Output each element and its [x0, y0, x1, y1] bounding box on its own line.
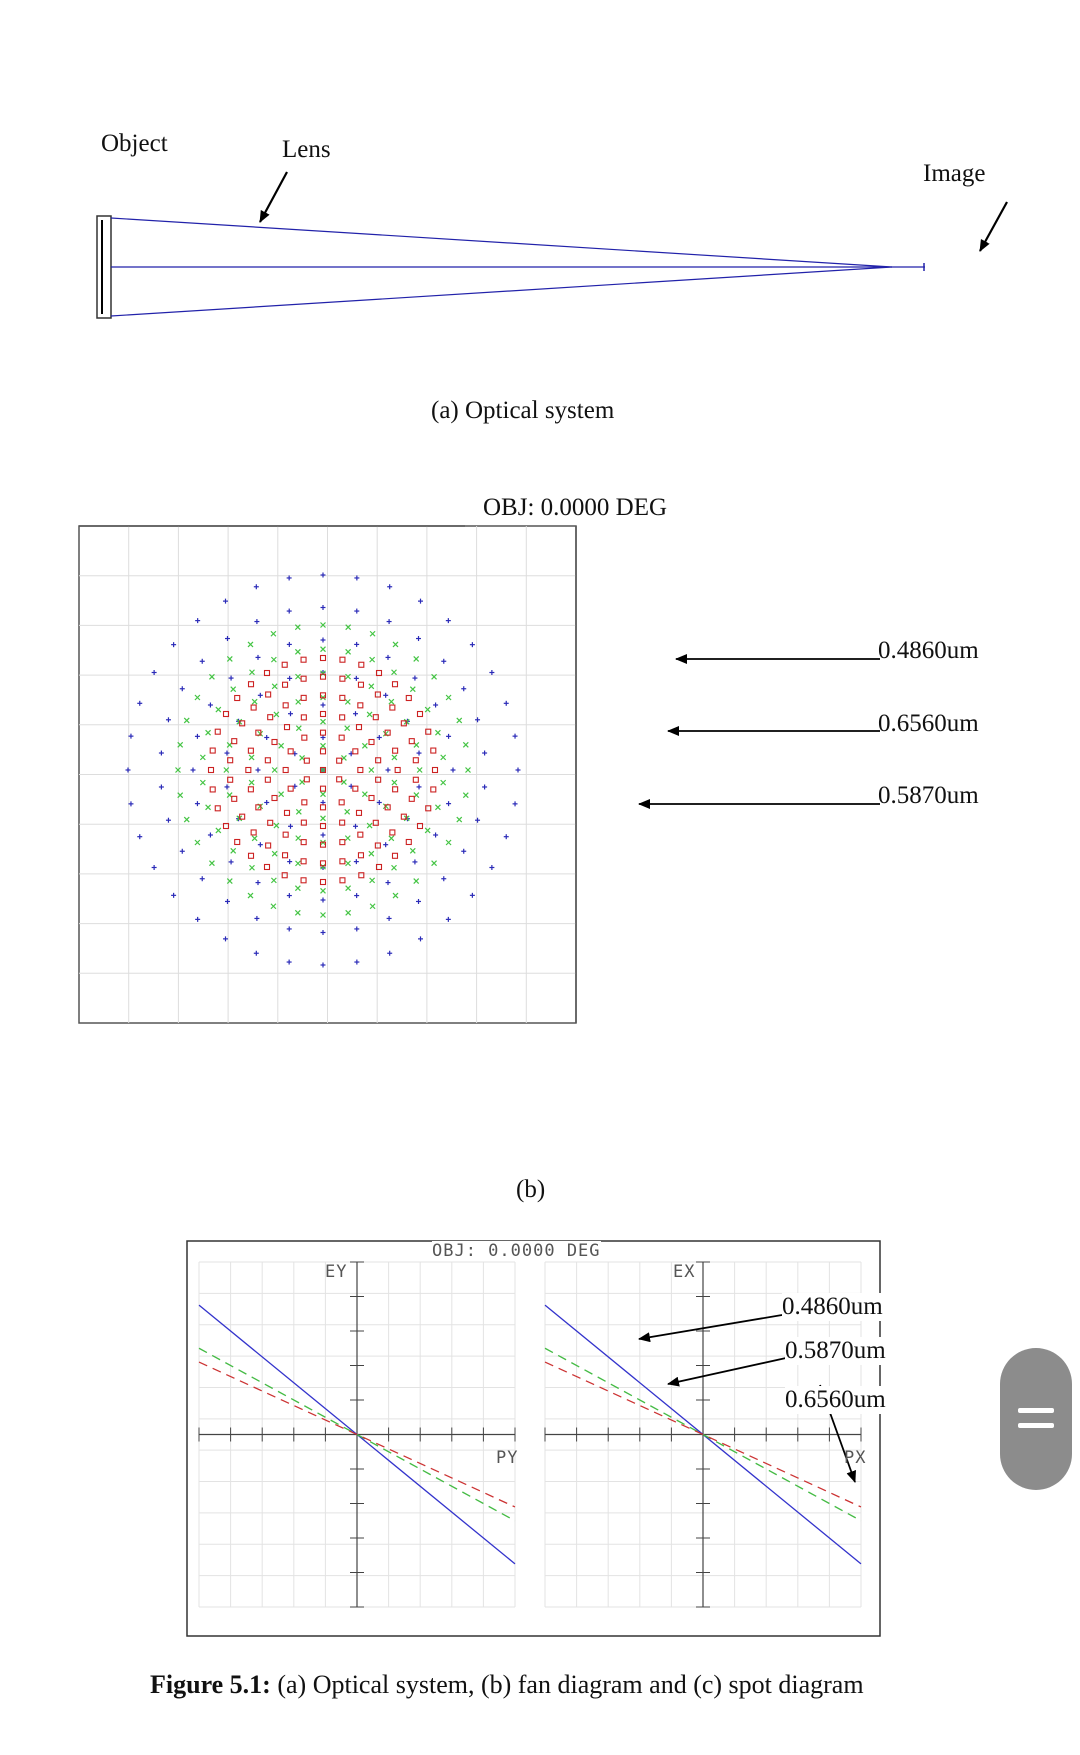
optical-layout [97, 172, 1007, 318]
object-label: Object [101, 130, 168, 157]
lens-label: Lens [282, 136, 331, 163]
fan-ylabel-ex: EX [673, 1262, 696, 1282]
figure-caption [150, 1670, 864, 1700]
image-arrow [980, 202, 1007, 251]
fan-annotation-0656: 0.6560um [785, 1386, 886, 1413]
spot-diagram [79, 505, 880, 1023]
figure-caption-text: (a) Optical system, (b) fan diagram and (c) spot diagram [270, 1670, 864, 1699]
lens-element [97, 216, 111, 318]
fan-annotation-0486: 0.4860um [782, 1293, 883, 1320]
fan-diagram [187, 1241, 880, 1636]
marginal-ray-bottom [111, 267, 892, 316]
fan-xlabel-px: PX [844, 1448, 867, 1468]
optical-caption: (a) Optical system [431, 397, 615, 424]
grip-line-icon [1018, 1423, 1054, 1428]
spot-title: OBJ: 0.0000 DEG [483, 494, 668, 521]
grip-line-icon [1018, 1408, 1054, 1413]
marginal-ray-top [111, 218, 892, 267]
fan-xlabel-py: PY [496, 1448, 519, 1468]
fan-annotation-0587: 0.5870um [785, 1337, 886, 1364]
spot-caption: (b) [516, 1176, 546, 1203]
image-label: Image [923, 160, 986, 187]
wavelength-label-0486: 0.4860um [878, 637, 979, 664]
fan-ylabel-ey: EY [325, 1262, 348, 1282]
fan-title: OBJ: 0.0000 DEG [432, 1241, 601, 1261]
figure-caption-label: Figure 5.1: [150, 1670, 271, 1699]
wavelength-label-0587: 0.5870um [878, 782, 979, 809]
wavelength-label-0656: 0.6560um [878, 710, 979, 737]
lens-arrow [260, 172, 287, 222]
scroll-handle[interactable] [1000, 1348, 1072, 1490]
